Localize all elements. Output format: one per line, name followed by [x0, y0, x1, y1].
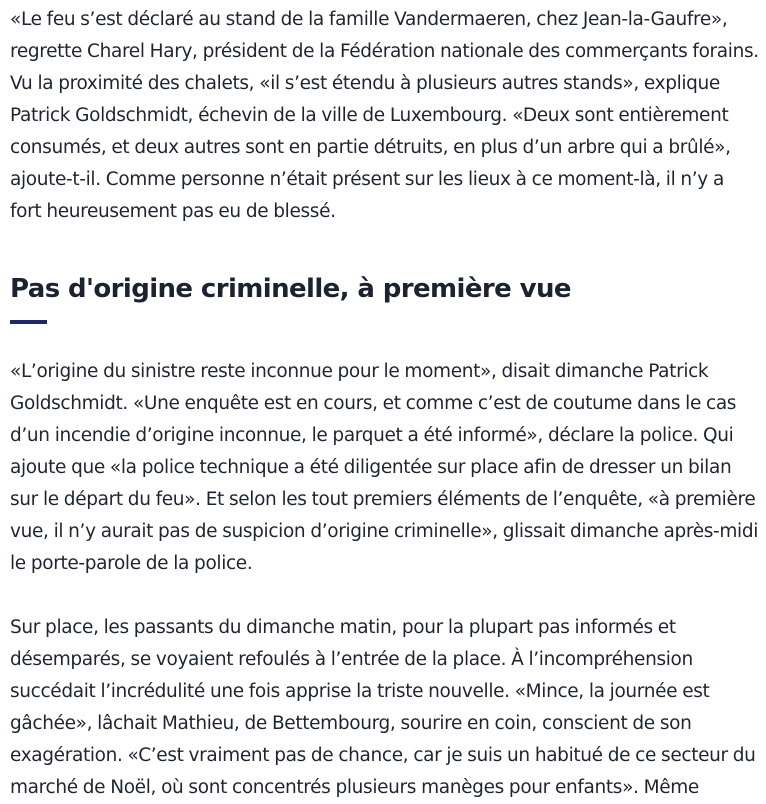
article-paragraph-3: Sur place, les passants du dimanche matin, pour la plupart pas informés et désemparés, se voyaient refoulés à l’entrée de la place. À l’incompréhension succédait l’incrédulité une fois apprise la triste nouvelle. «Mince, la journée est gâchée», lâchait Mathieu, de Bettembourg, sourire en coin, conscient de son exagération. «C’est vraiment pas de chance, car je suis un habitué de ce secteur du marché de Noël, où sont concentrés plusieurs manèges pour enfants». Même [10, 617, 756, 798]
article-body [10, 0, 760, 798]
heading-underline-accent [10, 320, 47, 324]
article-paragraph-2: «L’origine du sinistre reste inconnue pour le moment», disait dimanche Patrick Goldschmidt. «Une enquête est en cours, et comme c’est de coutume dans le cas d’un incendie d’origine inconnue, le parquet a été informé», déclare la police. Qui ajoute que «la police technique a été diligentée sur place afin de dresser un bilan sur le départ du feu». Et selon les tout premiers éléments de l’enquête, «à première vue, il n’y aurait pas de suspicion d’origine criminelle», glissait dimanche après-midi le porte-parole de la police. [10, 361, 759, 574]
article-paragraph-1: «Le feu s’est déclaré au stand de la famille Vandermaeren, chez Jean-la-Gaufre», regrette Charel Hary, président de la Fédération nationale des commerçants forains. Vu la proximité des chalets, «il s’est étendu à plusieurs autres stands», explique Patrick Goldschmidt, échevin de la ville de Luxembourg. «Deux sont entièrement consumés, et deux autres sont en partie détruits, en plus d’un arbre qui a brûlé», ajoute-t-il. Comme personne n’était présent sur les lieux à ce moment-là, il n’y a fort heureusement pas eu de blessé. [10, 9, 759, 222]
section-heading: Pas d'origine criminelle, à première vue [10, 274, 571, 304]
